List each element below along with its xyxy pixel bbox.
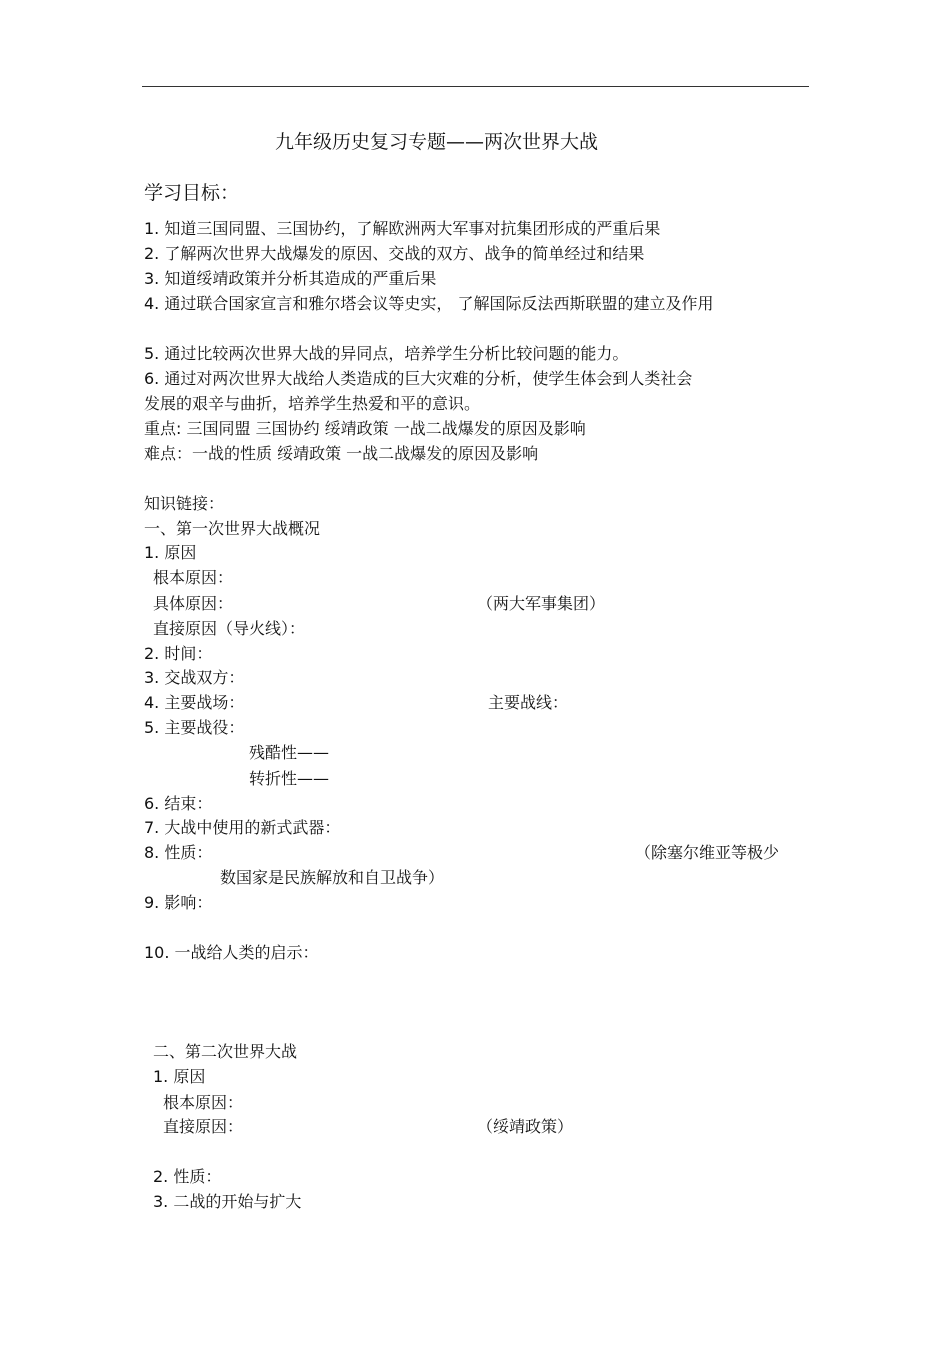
ww1-root-cause: 根本原因： <box>153 568 234 587</box>
header-rule <box>142 86 809 87</box>
ww1-nature: 8. 性质： <box>144 843 213 862</box>
ww1-lessons: 10. 一战给人类的启示： <box>144 943 319 962</box>
ww1-specific-cause: 具体原因： <box>153 594 234 613</box>
objective-item: 5. 通过比较两次世界大战的异同点，培养学生分析比较问题的能力。 <box>144 344 629 363</box>
ww1-battles: 5. 主要战役： <box>144 718 245 737</box>
ww2-direct-note: （绥靖政策） <box>477 1117 574 1136</box>
objectives-heading: 学习目标： <box>144 182 240 204</box>
ww2-root-cause: 根本原因： <box>163 1093 244 1112</box>
ww1-end: 6. 结束： <box>144 794 213 813</box>
ww2-start: 3. 二战的开始与扩大 <box>153 1192 302 1211</box>
ww1-turning: 转折性—— <box>249 769 330 788</box>
objective-item: 6. 通过对两次世界大战给人类造成的巨大灾难的分析，使学生体会到人类社会 <box>144 369 693 388</box>
ww1-cruelty: 残酷性—— <box>249 743 330 762</box>
ww1-cause: 1. 原因 <box>144 543 197 562</box>
ww1-weapons: 7. 大战中使用的新式武器： <box>144 818 341 837</box>
ww1-title: 一、第一次世界大战概况 <box>144 519 321 538</box>
objective-item: 3. 知道绥靖政策并分析其造成的严重后果 <box>144 269 437 288</box>
ww1-direct-cause: 直接原因（导火线）： <box>153 619 306 638</box>
ww2-nature: 2. 性质： <box>153 1167 222 1186</box>
ww1-nature-note: （除塞尔维亚等极少 <box>635 843 780 862</box>
ww2-title: 二、第二次世界大战 <box>153 1042 298 1061</box>
ww1-nature-note-continued: 数国家是民族解放和自卫战争） <box>220 868 445 887</box>
ww1-specific-note: （两大军事集团） <box>477 594 606 613</box>
ww1-front: 主要战线： <box>488 693 569 712</box>
objective-item: 2. 了解两次世界大战爆发的原因、交战的双方、战争的简单经过和结果 <box>144 244 645 263</box>
ww1-sides: 3. 交战双方： <box>144 668 245 687</box>
ww1-impact: 9. 影响： <box>144 893 213 912</box>
page-title: 九年级历史复习专题——两次世界大战 <box>275 131 599 153</box>
objective-item-continued: 发展的艰辛与曲折，培养学生热爱和平的意识。 <box>144 394 481 413</box>
ww1-battlefield: 4. 主要战场： <box>144 693 245 712</box>
key-points: 重点: 三国同盟 三国协约 绥靖政策 一战二战爆发的原因及影响 <box>144 419 586 438</box>
ww2-cause: 1. 原因 <box>153 1067 206 1086</box>
knowledge-heading: 知识链接： <box>144 494 225 513</box>
ww1-time: 2. 时间： <box>144 644 213 663</box>
objective-item: 4. 通过联合国家宣言和雅尔塔会议等史实， 了解国际反法西斯联盟的建立及作用 <box>144 294 714 313</box>
objective-item: 1. 知道三国同盟、三国协约，了解欧洲两大军事对抗集团形成的严重后果 <box>144 219 661 238</box>
difficult-points: 难点：一战的性质 绥靖政策 一战二战爆发的原因及影响 <box>144 444 539 463</box>
ww2-direct-cause: 直接原因： <box>163 1117 244 1136</box>
